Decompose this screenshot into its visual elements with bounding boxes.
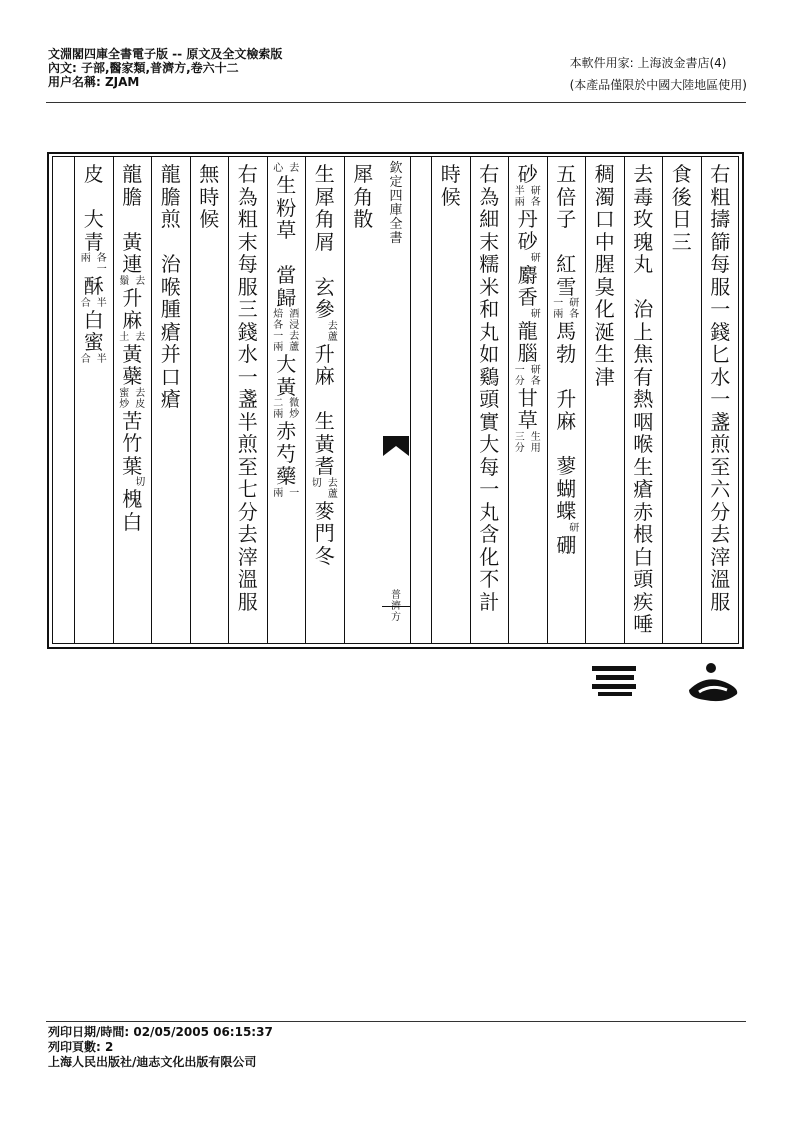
annotation-note: 兩 各 一 [80,253,107,275]
text-column-c1 [702,163,740,613]
footer-info [48,1025,273,1070]
footer-rule [46,1021,746,1022]
column-main-text: 槐 白 [122,487,143,534]
annotation-note: 一 兩去 蘆 [273,331,300,353]
column-main-text: 麥 門 冬 [314,498,335,568]
annotation-note: 心 去 [273,163,300,174]
text-column-c5 [548,163,586,556]
header-content-path: 內文: 子部,醫家類,普濟方,卷六十二 [48,61,239,75]
annotation-note: 切 [135,477,146,488]
annotation-note: 二 兩微 炒 [273,398,300,420]
annotation-note: 切 去 蘆 [311,477,338,500]
header-title: 文淵閣四庫全書電子版 -- 原文及全文檢索版 [48,47,283,61]
annotation-note: 研 [569,522,580,534]
header-license [570,52,747,96]
column-main-text: 犀 角 散 [353,162,374,231]
column-rule [431,156,432,644]
annotation-note: 土 去 [119,331,146,343]
text-column-c14 [152,163,190,411]
column-main-text: 白 蜜 [83,307,104,354]
column-main-text: 苦 竹 葉 [122,408,143,478]
header-licensee: 本軟件用家: 上海波金書店(4) [569,56,727,70]
column-main-text: 升 麻 [122,285,143,332]
center-rule [382,606,410,607]
header-info [48,47,282,89]
column-main-text: 無 時 候 [199,162,220,231]
center-library-title: 欽 定 四 庫 全 書 [389,161,403,246]
annotation-note: 合 半 [80,297,107,309]
text-column-c6 [509,163,547,454]
column-main-text: 時 候 [440,162,461,209]
column-main-text: 升 麻 生 黃 耆 [314,341,335,478]
text-column-c13 [191,163,229,231]
text-column-c10 [306,163,344,567]
annotation-note: 三 分生 用 [514,431,541,454]
annotation-note: 兩 一 [273,487,300,499]
footer-print-date: 列印日期/時間: 02/05/2005 06:15:37 [48,1025,273,1039]
footer-print-pages: 列印頁數: 2 [48,1040,114,1054]
column-main-text: 食 後 日 三 [671,162,692,254]
annotation-note: 研 [530,308,541,320]
column-main-text: 稠 濁 口 中 腥 臭 化 涎 生 津 [594,162,615,389]
text-column-c3 [625,163,663,636]
column-main-text: 黃 蘗 [122,341,143,388]
header-username: 用户名稱: ZJAM [48,75,140,89]
column-main-text: 去 毒 玫 瑰 丸 治 上 焦 有 熱 咽 喉 生 瘡 赤 根 白 頭 疾 唾 [633,162,654,636]
annotation-note: 蜜 炒去 皮 [119,387,146,410]
column-main-text: 生 犀 角 屑 玄 參 [314,162,335,321]
header-rule [46,102,746,103]
column-main-text: 皮 大 青 [83,162,104,254]
annotation-note: 合 半 [80,353,107,365]
center-gutter-rule [410,156,411,644]
column-main-text: 甘 草 [517,385,538,432]
text-column-c11 [268,163,306,499]
center-book-title: 普 濟 方 [391,590,401,623]
column-main-text: 馬 勃 升 麻 蓼 蝴 蝶 [556,319,577,523]
column-main-text: 硼 [556,532,577,557]
column-main-text: 生 粉 草 當 歸 [276,173,297,310]
dizhi-logo-right-icon [685,660,743,706]
text-column-c9 [345,163,383,231]
column-main-text: 右 粗 擣 篩 每 服 一 錢 匕 水 一 盞 煎 至 六 分 去 滓 溫 服 [710,162,731,614]
text-column-c7 [471,163,509,613]
annotation-note: 鬚 去 [119,275,146,287]
column-main-text: 麝 香 [517,262,538,309]
column-main-text: 酥 [83,274,104,298]
column-main-text: 五 倍 子 紅 雪 [556,162,577,299]
fishtail-mark-icon [383,436,409,456]
text-column-c4 [586,163,624,388]
text-column-c8 [432,163,470,208]
text-column-c2 [663,163,701,253]
text-column-c12 [229,163,267,613]
annotation-note: 一 分研 各 [514,364,541,387]
text-column-c16 [75,163,113,365]
center-gutter [382,156,410,644]
dizhi-logo-left-icon [588,660,640,700]
annotation-note: 一 兩研 各 [553,298,580,320]
annotation-note: 研 [530,252,541,264]
column-main-text: 右 為 細 末 糯 米 和 丸 如 鷄 頭 實 大 每 一 丸 含 化 不 計 [479,162,500,614]
annotation-note: 半 兩研 各 [514,185,541,208]
column-main-text: 龍 膽 煎 治 喉 腫 瘡 并 口 瘡 [160,162,181,411]
column-main-text: 龍 膽 黃 連 [122,162,143,276]
column-main-text: 砂 [517,162,538,186]
header-restriction: (本產品僅限於中國大陸地區使用) [569,78,747,92]
column-main-text: 赤 芍 藥 [276,419,297,488]
footer-publisher: 上海人民出版社/迪志文化出版有限公司 [48,1055,257,1069]
column-main-text: 右 為 粗 末 每 服 三 錢 水 一 盞 半 煎 至 七 分 去 滓 溫 服 [237,162,258,614]
column-main-text: 龍 腦 [517,318,538,365]
annotation-note: 焙 各酒 浸 [273,309,300,331]
annotation-note: 去 蘆 [327,320,338,343]
text-column-c15 [114,163,152,533]
column-main-text: 大 黃 [276,352,297,399]
column-main-text: 丹 砂 [517,206,538,253]
